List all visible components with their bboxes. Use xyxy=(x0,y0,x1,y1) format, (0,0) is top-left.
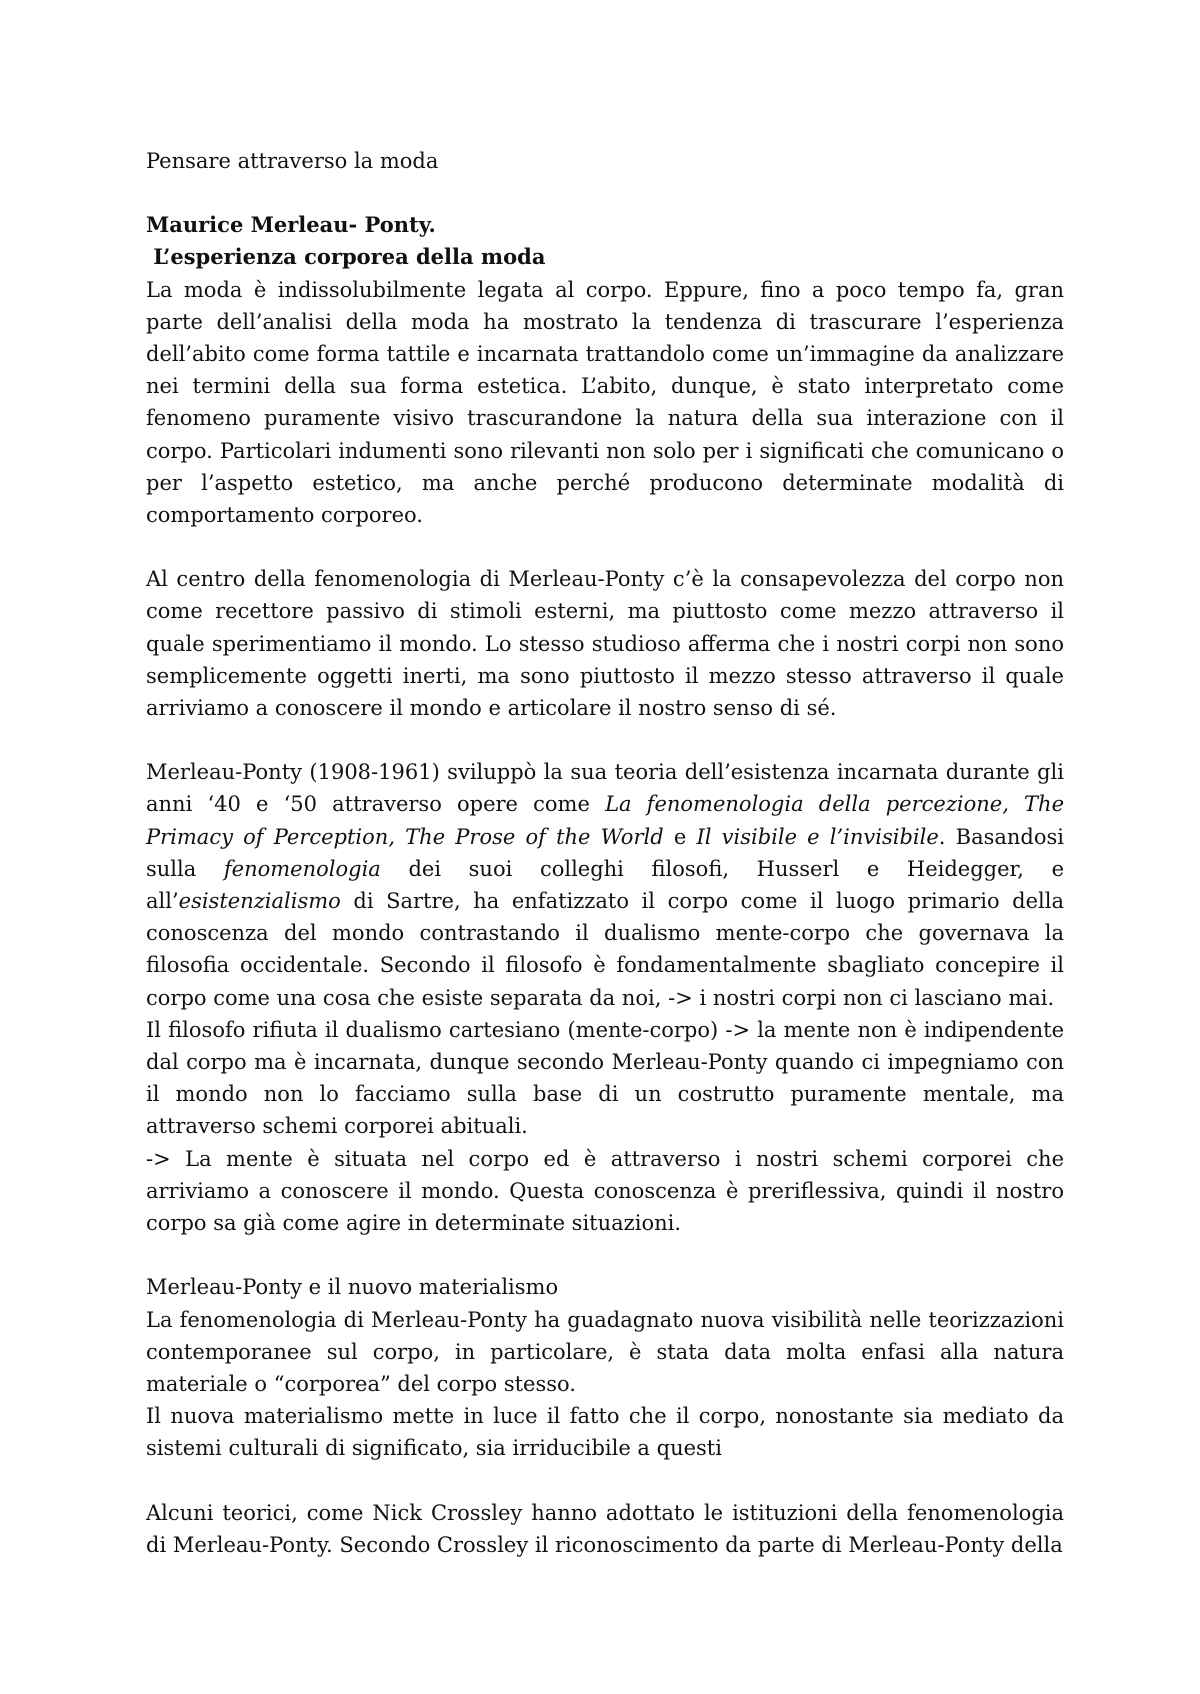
document-title: Pensare attraverso la moda xyxy=(146,149,439,173)
paragraph-3-text-b: . Basandosi sulla xyxy=(146,824,1064,881)
paragraph-7: Il nuova materialismo mette in luce il fatto che il corpo, nonostante sia mediato da sistemi culturali di significato, sia irriducibile a questi xyxy=(146,1404,1064,1461)
paragraph-3-text-c: dei suoi colleghi filosofi, Husserl e Heidegger, e all’ xyxy=(146,856,1064,914)
paragraph-4: Il filosofo rifiuta il dualismo cartesiano (mente-corpo) -> la mente non è indipendente dal corpo ma è incarnata, dunque secondo Merleau-Ponty quando ci impegniamo con il mondo non lo facciamo sulla base di un costrutto puramente mentale, ma attraverso schemi corporei abituali. xyxy=(146,1017,1064,1139)
document-page xyxy=(146,145,1064,1561)
paragraph-3-text-d: di Sartre, ha enfatizzato il corpo come il luogo primario della conoscenza del mondo contrastando il dualismo mente-corpo che governava la filosofia occidentale. Secondo il filosofo è fondamentalmente sbagliato concepire il corpo come una cosa che esiste separata da noi, -> i nostri corpi non ci lasciano mai. xyxy=(146,889,1064,1010)
paragraph-3-and: e xyxy=(663,824,697,849)
author-heading: Maurice Merleau- Ponty. xyxy=(146,212,436,238)
section-2-heading: Merleau-Ponty e il nuovo materialismo xyxy=(146,1275,559,1300)
paragraph-3 xyxy=(146,756,1064,1014)
paragraph-3-text-a: Merleau-Ponty (1908-1961) sviluppò la sua teoria dell’esistenza incarnata durante gli anni ‘40 e ‘50 attraverso opere come xyxy=(146,760,1064,817)
section-heading: L’esperienza corporea della moda xyxy=(146,244,546,270)
paragraph-3-work-1: La fenomenologia della percezione, The Primacy of Perception, The Prose of the World xyxy=(146,792,1065,849)
paragraph-3-work-2: Il visibile e l’invisibile xyxy=(696,824,939,849)
paragraph-6: La fenomenologia di Merleau-Ponty ha guadagnato nuova visibilità nelle teorizzazioni contemporanee sul corpo, in particolare, è stata data molta enfasi alla natura materiale o “corporea” del corpo stesso. xyxy=(146,1307,1064,1396)
paragraph-8: Alcuni teorici, come Nick Crossley hanno adottato le istituzioni della fenomenologia di Merleau-Ponty. Secondo Crossley il riconoscimento da parte di Merleau-Ponty della xyxy=(146,1500,1064,1557)
paragraph-5: -> La mente è situata nel corpo ed è attraverso i nostri schemi corporei che arriviamo a conoscere il mondo. Questa conoscenza è preriflessiva, quindi il nostro corpo sa già come agire in determinate situazioni. xyxy=(146,1146,1064,1236)
paragraph-2: Al centro della fenomenologia di Merleau-Ponty c’è la consapevolezza del corpo non come recettore passivo di stimoli esterni, ma piuttosto come mezzo attraverso il quale sperimentiamo il mondo. Lo stesso studioso afferma che i nostri corpi non sono semplicemente oggetti inerti, ma sono piuttosto il mezzo stesso attraverso il quale arriviamo a conoscere il mondo e articolare il nostro senso di sé. xyxy=(146,567,1064,721)
paragraph-1: La moda è indissolubilmente legata al corpo. Eppure, fino a poco tempo fa, gran parte dell’analisi della moda ha mostrato la tendenza di trascurare l’esperienza dell’abito come forma tattile e incarnata trattandolo come un’immagine da analizzare nei termini della sua forma estetica. L’abito, dunque, è stato interpretato come fenomeno puramente visivo trascurandone la natura della sua interazione con il corpo. Particolari indumenti sono rilevanti non solo per i significati che comunicano o per l’aspetto estetico, ma anche perché producono determinate modalità di comportamento corporeo. xyxy=(146,277,1064,528)
paragraph-3-term-1: fenomenologia xyxy=(223,856,381,881)
paragraph-3-term-2: esistenzialismo xyxy=(178,889,341,914)
